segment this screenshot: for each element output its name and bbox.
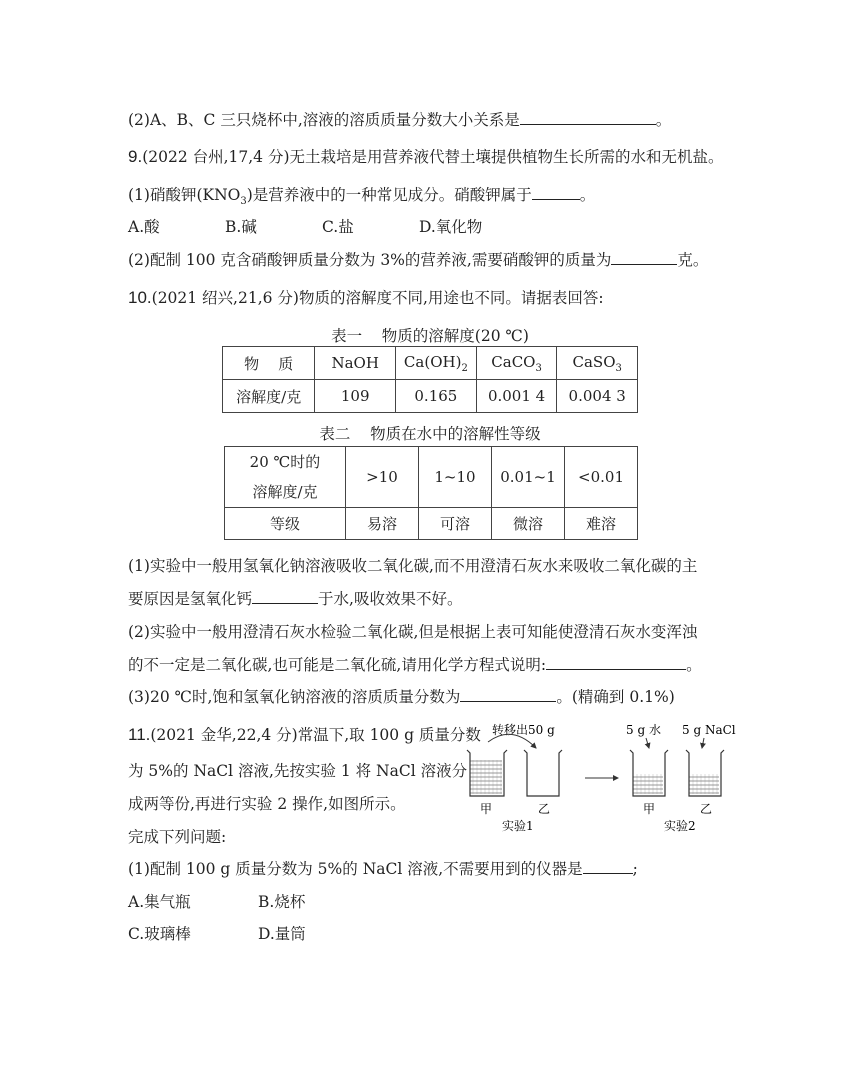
water-label: 5 g 水 — [626, 723, 661, 737]
answer-blank[interactable] — [546, 655, 686, 670]
q11-part1: (1)配制 100 g 质量分数为 5%的 NaCl 溶液,不需要用到的仪器是 ; — [128, 860, 638, 878]
q11-stem-line3: 成两等份,再进行实验 2 操作,如图所示。 — [128, 795, 406, 813]
table2-caption: 表二 物质在水中的溶解性等级 — [319, 425, 541, 443]
table-header-cell: >10 — [346, 447, 419, 508]
table-cell: 微溶 — [492, 508, 565, 540]
q11-stem-line1: 11.(2021 金华,22,4 分)常温下,取 100 g 质量分数 — [128, 725, 481, 744]
q11-stem-line2: 为 5%的 NaCl 溶液,先按实验 1 将 NaCl 溶液分 — [128, 762, 468, 780]
table-cell: 易溶 — [346, 508, 419, 540]
answer-blank[interactable] — [583, 859, 633, 874]
table-header-cell: <0.01 — [565, 447, 638, 508]
table-cell: 等级 — [225, 508, 346, 540]
answer-blank[interactable] — [252, 589, 318, 604]
option-c[interactable]: C.盐 — [322, 218, 354, 236]
beaker-yi-exp2 — [686, 750, 724, 796]
table-header-cell: NaOH — [315, 347, 396, 380]
label-exp1: 实验1 — [502, 819, 534, 833]
transfer-label: 转移出50 g — [492, 723, 555, 737]
q11-stem-line4: 完成下列问题: — [128, 828, 227, 846]
table-cell: 0.004 3 — [557, 380, 638, 413]
nacl-label: 5 g NaCl — [682, 723, 736, 737]
table1-solubility — [222, 346, 638, 413]
answer-blank[interactable] — [611, 250, 677, 265]
nacl-arrow — [702, 738, 704, 748]
question-number: 9. — [128, 147, 143, 166]
beaker-jia-exp1 — [467, 750, 507, 796]
q10-part1-line1: (1)实验中一般用氢氧化钠溶液吸收二氧化碳,而不用澄清石灰水来吸收二氧化碳的主 — [128, 557, 698, 575]
q9-part1: (1)硝酸钾$(KNO_3)$是营养液中的一种常见成分。硝酸钾属于 。 — [128, 186, 596, 208]
table1-caption: 表一 物质的溶解度(20 ℃) — [331, 327, 529, 345]
q10-part2-line2: 的不一定是二氧化碳,也可能是二氧化硫,请用化学方程式说明: 。 — [128, 656, 702, 674]
q10-stem: 10.(2021 绍兴,21,6 分)物质的溶解度不同,用途也不同。请据表回答: — [128, 288, 604, 307]
option-d[interactable]: D.量筒 — [258, 925, 306, 943]
table-cell: 109 — [315, 380, 396, 413]
q11-options-row2 — [128, 922, 306, 944]
label-yi: 乙 — [538, 802, 551, 816]
option-b[interactable]: B.烧杯 — [258, 893, 306, 911]
beaker-jia-exp2 — [630, 750, 668, 796]
question-number: 11. — [128, 725, 151, 744]
table-header-cell: $Ca(OH)_2$ — [395, 347, 476, 380]
option-b[interactable]: B.碱 — [225, 218, 257, 236]
option-d[interactable]: D.氧化物 — [419, 218, 483, 236]
q10-part2-line1: (2)实验中一般用澄清石灰水检验二氧化碳,但是根据上表可知能使澄清石灰水变浑浊 — [128, 623, 698, 641]
experiment-figure — [440, 720, 740, 840]
q11-options-row1 — [128, 890, 305, 912]
table-header-cell: CaCO$_3$ — [476, 347, 557, 380]
table2-solubility-grades — [224, 446, 638, 540]
table-cell: 0.165 — [395, 380, 476, 413]
answer-blank[interactable] — [532, 185, 580, 200]
option-a[interactable]: A.集气瓶 — [128, 893, 191, 911]
label-jia: 甲 — [643, 802, 656, 816]
label-exp2: 实验2 — [664, 819, 696, 833]
q8-part2: (2)A、B、C 三只烧杯中,溶液的溶质质量分数大小关系是 。 — [128, 111, 672, 129]
q9-options — [128, 215, 482, 237]
table-header-cell: 物 质 — [223, 347, 315, 380]
q10-part3: (3)20 ℃时,饱和氢氧化钠溶液的溶质质量分数为 。(精确到 0.1%) — [128, 688, 675, 706]
question-number: 10. — [128, 288, 152, 307]
q9-part2: (2)配制 100 克含硝酸钾质量分数为 3%的营养液,需要硝酸钾的质量为 克。 — [128, 251, 709, 269]
table-cell: 0.001 4 — [476, 380, 557, 413]
table-cell: 可溶 — [419, 508, 492, 540]
beaker-yi-exp1 — [524, 750, 562, 796]
table-header-cell: 20 ℃时的 溶解度/克 — [225, 447, 346, 508]
water-arrow — [646, 738, 649, 748]
q10-part1-line2: 要原因是氢氧化钙 于水,吸收效果不好。 — [128, 590, 463, 608]
option-c[interactable]: C.玻璃棒 — [128, 925, 191, 943]
q9-stem: 9.(2022 台州,17,4 分)无土栽培是用营养液代替土壤提供植物生长所需的水和无机盐。 — [128, 147, 724, 166]
label-jia: 甲 — [480, 802, 493, 816]
answer-blank[interactable] — [460, 687, 556, 702]
table-cell: 溶解度/克 — [223, 380, 315, 413]
table-header-cell: 0.01~1 — [492, 447, 565, 508]
option-a[interactable]: A.酸 — [128, 218, 160, 236]
label-yi: 乙 — [700, 802, 713, 816]
table-cell: 难溶 — [565, 508, 638, 540]
answer-blank[interactable] — [520, 110, 656, 125]
table-header-cell: CaSO$_3$ — [557, 347, 638, 380]
table-header-cell: 1~10 — [419, 447, 492, 508]
